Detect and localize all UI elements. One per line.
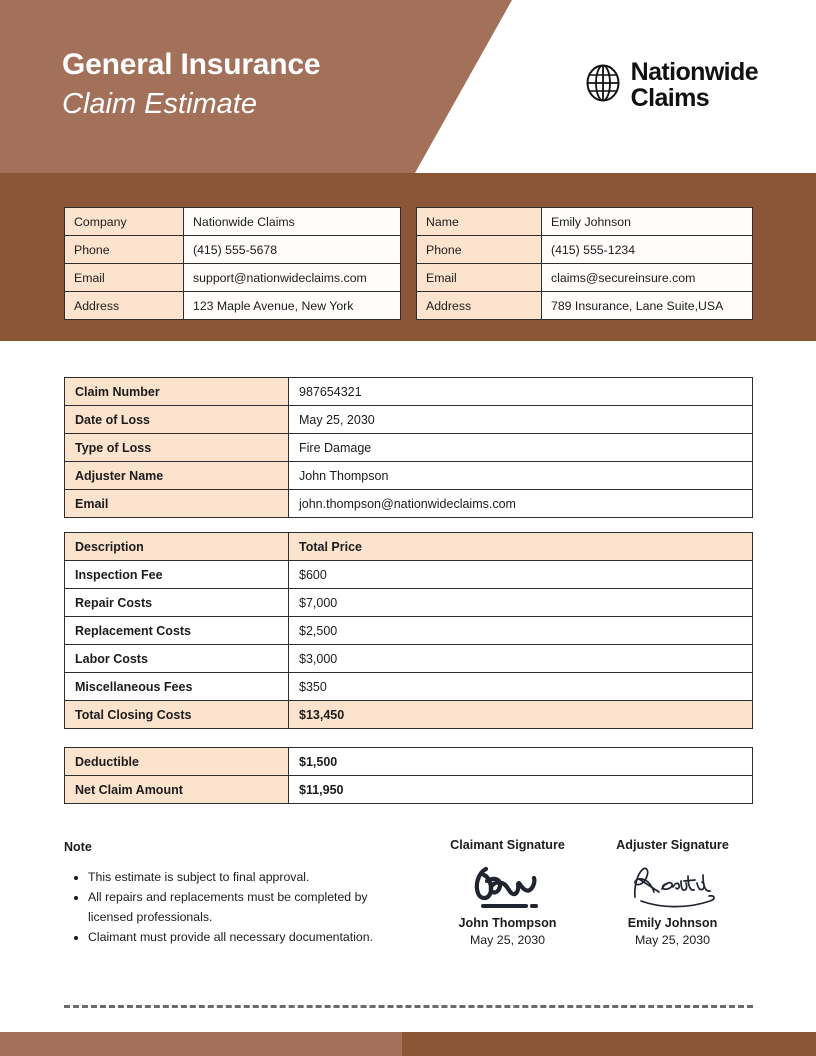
document-footer — [0, 1032, 816, 1056]
company-label-3: Address — [65, 292, 184, 320]
table-row — [65, 462, 753, 490]
notes-list — [64, 868, 394, 948]
table-row — [65, 561, 753, 589]
total-closing-costs-row — [65, 701, 753, 729]
contact-tables — [64, 207, 753, 320]
cost-header-total-price: Total Price — [289, 533, 753, 561]
table-row — [417, 264, 753, 292]
table-header-row — [65, 533, 753, 561]
table-row — [65, 490, 753, 518]
footer-bar-right — [402, 1032, 816, 1056]
dashed-divider — [64, 1005, 753, 1008]
claim-label-1: Date of Loss — [65, 406, 289, 434]
company-value-3: 123 Maple Avenue, New York — [184, 292, 401, 320]
claim-details-table — [64, 377, 753, 518]
adjuster-signature-title: Adjuster Signature — [616, 838, 729, 852]
cost-price-3: $3,000 — [289, 645, 753, 673]
claimant-value-1: (415) 555-1234 — [542, 236, 753, 264]
claimant-label-0: Name — [417, 208, 542, 236]
summary-value-0: $1,500 — [289, 748, 753, 776]
adjuster-signature-name: Emily Johnson — [627, 916, 718, 930]
claimant-signature-title: Claimant Signature — [450, 838, 565, 852]
table-row — [65, 406, 753, 434]
company-value-1: (415) 555-5678 — [184, 236, 401, 264]
claim-label-4: Email — [65, 490, 289, 518]
claim-value-4: john.thompson@nationwideclaims.com — [289, 490, 753, 518]
claimant-signature-name: John Thompson — [458, 916, 557, 930]
company-value-0: Nationwide Claims — [184, 208, 401, 236]
cost-desc-2: Replacement Costs — [65, 617, 289, 645]
cost-desc-3: Labor Costs — [65, 645, 289, 673]
list-item: • All repairs and replacements must be completed by licensed professionals. — [88, 888, 394, 927]
table-row — [65, 208, 401, 236]
claimant-signature-date: May 25, 2030 — [469, 933, 546, 947]
table-row — [65, 292, 401, 320]
table-row — [65, 645, 753, 673]
total-label: Total Closing Costs — [65, 701, 289, 729]
summary-value-1: $11,950 — [289, 776, 753, 804]
table-row — [65, 776, 753, 804]
notes-section — [64, 840, 394, 949]
claimant-signature-block — [425, 838, 590, 947]
cost-desc-0: Inspection Fee — [65, 561, 289, 589]
document-header — [0, 0, 816, 173]
table-row — [65, 264, 401, 292]
claimant-label-1: Phone — [417, 236, 542, 264]
cost-desc-4: Miscellaneous Fees — [65, 673, 289, 701]
claim-summary-table — [64, 747, 753, 804]
table-row — [65, 673, 753, 701]
cost-price-1: $7,000 — [289, 589, 753, 617]
claim-value-2: Fire Damage — [289, 434, 753, 462]
company-label-0: Company — [65, 208, 184, 236]
company-value-2: support@nationwideclaims.com — [184, 264, 401, 292]
cost-price-0: $600 — [289, 561, 753, 589]
table-row — [417, 208, 753, 236]
title-subtitle: Claim Estimate — [62, 87, 257, 120]
logo-line-2: Claims — [630, 83, 710, 112]
cost-price-4: $350 — [289, 673, 753, 701]
claimant-signature-mark — [425, 858, 590, 914]
notes-title: Note — [64, 840, 92, 854]
total-value: $13,450 — [289, 701, 753, 729]
table-row — [65, 434, 753, 462]
claimant-value-0: Emily Johnson — [542, 208, 753, 236]
claim-value-0: 987654321 — [289, 378, 753, 406]
signatures-section — [425, 838, 755, 947]
adjuster-signature-mark — [590, 858, 755, 914]
table-row — [65, 378, 753, 406]
summary-label-0: Deductible — [65, 748, 289, 776]
claimant-value-3: 789 Insurance, Lane Suite,USA — [542, 292, 753, 320]
claimant-label-2: Email — [417, 264, 542, 292]
claim-label-2: Type of Loss — [65, 434, 289, 462]
adjuster-signature-block — [590, 838, 755, 947]
table-row — [65, 617, 753, 645]
table-row — [417, 292, 753, 320]
logo-line-1: Nationwide — [630, 58, 758, 86]
footer-bar-left — [0, 1032, 402, 1056]
claim-label-3: Adjuster Name — [65, 462, 289, 490]
table-row — [417, 236, 753, 264]
list-item: • Claimant must provide all necessary documentation. — [88, 928, 394, 947]
adjuster-signature-date: May 25, 2030 — [634, 933, 711, 947]
table-row — [65, 589, 753, 617]
summary-label-1: Net Claim Amount — [65, 776, 289, 804]
claim-value-1: May 25, 2030 — [289, 406, 753, 434]
cost-breakdown-table — [64, 532, 753, 729]
claimant-info-table — [416, 207, 753, 320]
logo-text — [631, 60, 758, 111]
company-info-table — [64, 207, 401, 320]
title-main: General Insurance — [62, 48, 321, 81]
company-label-2: Email — [65, 264, 184, 292]
company-logo — [583, 60, 758, 111]
table-row — [65, 748, 753, 776]
page-title — [62, 48, 320, 121]
globe-icon — [583, 63, 623, 108]
list-item: • This estimate is subject to final approval. — [88, 868, 394, 887]
claimant-label-3: Address — [417, 292, 542, 320]
claimant-value-2: claims@secureinsure.com — [542, 264, 753, 292]
claim-value-3: John Thompson — [289, 462, 753, 490]
company-label-1: Phone — [65, 236, 184, 264]
table-row — [65, 236, 401, 264]
cost-price-2: $2,500 — [289, 617, 753, 645]
claim-label-0: Claim Number — [65, 378, 289, 406]
cost-header-description: Description — [65, 533, 289, 561]
cost-desc-1: Repair Costs — [65, 589, 289, 617]
